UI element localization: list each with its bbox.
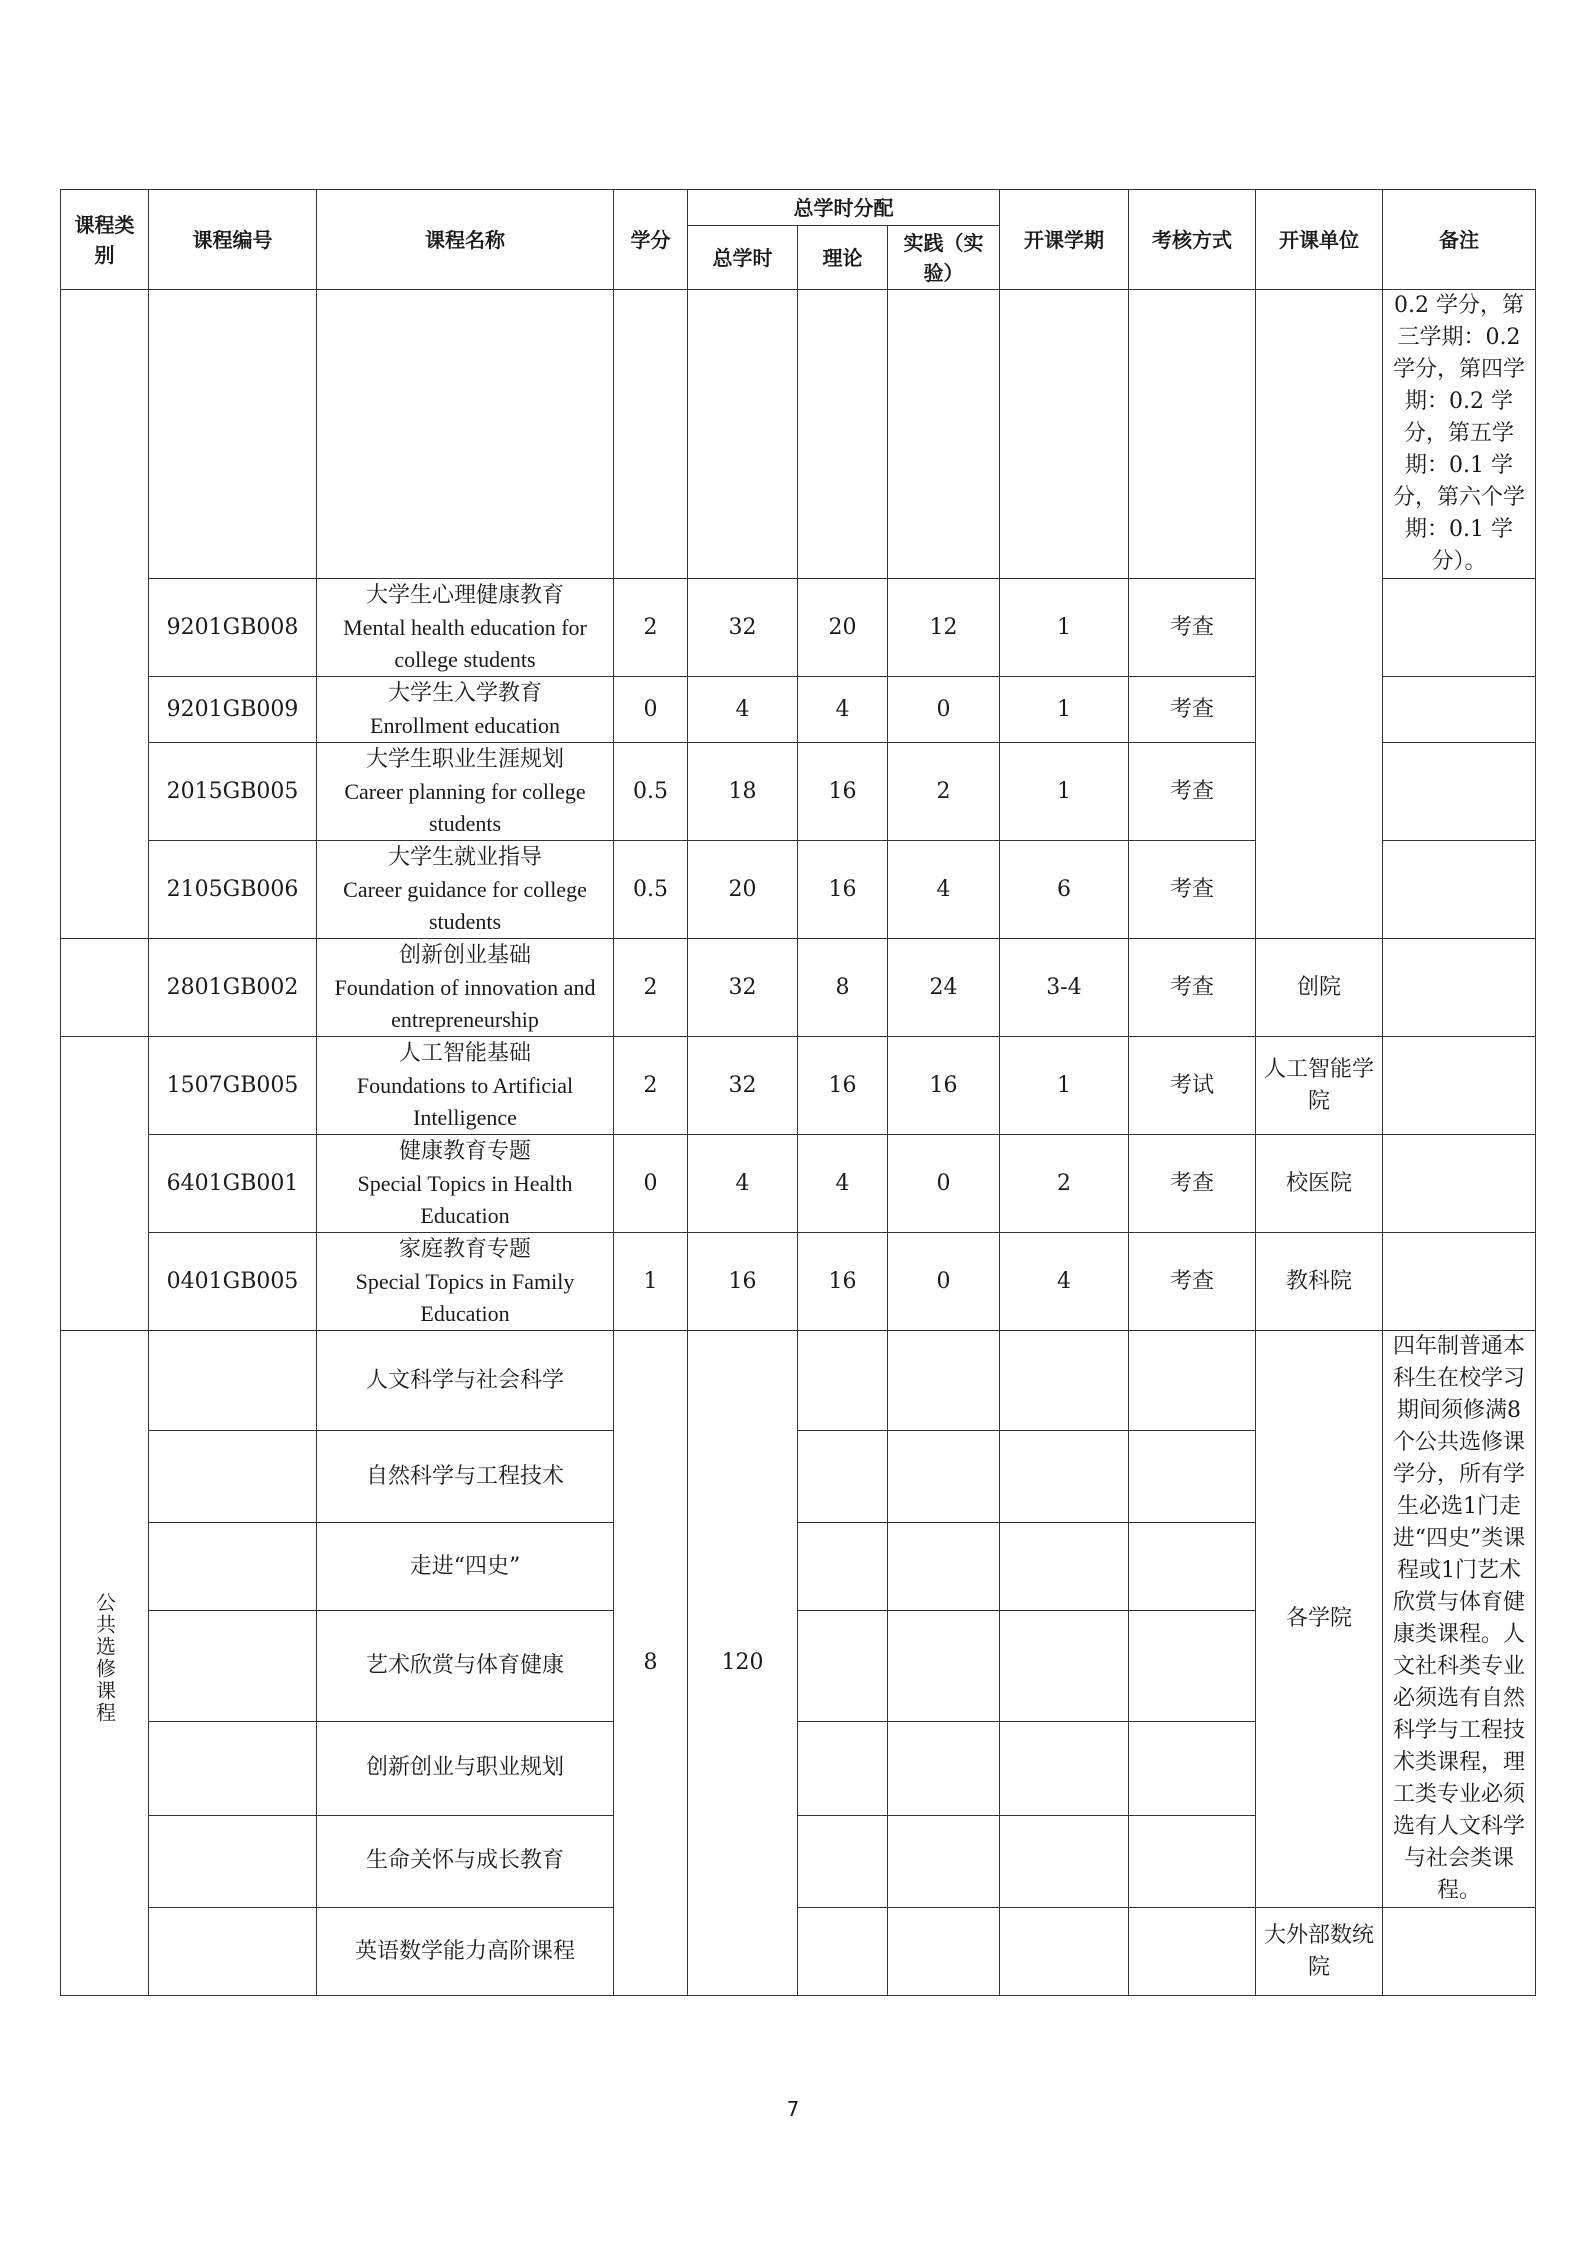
assessment: 考试 — [1129, 1037, 1256, 1135]
empty-cell — [1129, 290, 1256, 579]
header-assessment: 考核方式 — [1129, 190, 1256, 290]
course-name-cn: 人工智能基础 — [398, 1040, 531, 1066]
assessment: 考查 — [1129, 1135, 1256, 1233]
header-credit: 学分 — [614, 190, 688, 290]
empty-cell — [149, 1523, 317, 1611]
course-name-cn: 健康教育专题 — [398, 1138, 531, 1164]
total-hours: 4 — [688, 677, 798, 743]
empty-cell — [888, 1908, 1000, 1996]
course-code: 6401GB001 — [149, 1135, 317, 1233]
practice-hours: 4 — [888, 841, 1000, 939]
practice-hours: 24 — [888, 939, 1000, 1037]
assessment: 考查 — [1129, 841, 1256, 939]
table-row — [61, 1233, 1536, 1331]
semester: 1 — [1000, 743, 1129, 841]
empty-cell — [798, 290, 888, 579]
semester: 1 — [1000, 677, 1129, 743]
total-hours: 16 — [688, 1233, 798, 1331]
course-name-en: Mental health education for college students — [343, 614, 587, 672]
empty-cell — [1000, 1815, 1129, 1907]
empty-cell — [1129, 1721, 1256, 1815]
remark-cell — [1383, 677, 1536, 743]
empty-cell — [1129, 1431, 1256, 1523]
empty-cell — [1000, 1523, 1129, 1611]
empty-cell — [149, 1431, 317, 1523]
empty-cell — [888, 1815, 1000, 1907]
empty-cell — [1000, 1908, 1129, 1996]
department: 教科院 — [1256, 1233, 1383, 1331]
empty-cell — [149, 1611, 317, 1721]
course-plan-table — [60, 189, 1536, 1996]
course-name-en: Foundation of innovation and entrepreneurship — [334, 974, 596, 1032]
course-name — [317, 1135, 614, 1233]
theory-hours: 4 — [798, 677, 888, 743]
empty-cell — [888, 1611, 1000, 1721]
department: 校医院 — [1256, 1135, 1383, 1233]
elective-row — [61, 1331, 1536, 1431]
empty-cell — [688, 290, 798, 579]
empty-cell — [888, 1331, 1000, 1431]
course-name — [317, 841, 614, 939]
empty-cell — [1129, 1611, 1256, 1721]
empty-cell — [1000, 1721, 1129, 1815]
credit: 1 — [614, 1233, 688, 1331]
credit: 0 — [614, 1135, 688, 1233]
remark-cell — [1383, 841, 1536, 939]
theory-hours: 16 — [798, 1233, 888, 1331]
semester: 1 — [1000, 579, 1129, 677]
empty-cell — [798, 1815, 888, 1907]
empty-cell — [798, 1611, 888, 1721]
credit: 0 — [614, 677, 688, 743]
theory-hours: 16 — [798, 841, 888, 939]
credit: 0.5 — [614, 841, 688, 939]
course-name-en: Special Topics in Health Education — [357, 1170, 573, 1228]
empty-cell — [149, 1331, 317, 1431]
empty-cell — [798, 1523, 888, 1611]
empty-cell — [1000, 1431, 1129, 1523]
semester: 3-4 — [1000, 939, 1129, 1037]
empty-cell — [614, 290, 688, 579]
elective-total-hours: 120 — [688, 1331, 798, 1996]
course-name — [317, 1233, 614, 1331]
empty-cell — [798, 1331, 888, 1431]
elective-category-label: 公共选修课程 — [92, 1592, 117, 1724]
practice-hours: 2 — [888, 743, 1000, 841]
course-code: 1507GB005 — [149, 1037, 317, 1135]
empty-cell — [1000, 290, 1129, 579]
elective-category — [61, 1331, 149, 1996]
remark-cell — [1383, 939, 1536, 1037]
course-code: 0401GB005 — [149, 1233, 317, 1331]
department-cell — [1256, 290, 1383, 939]
course-name-en: Career planning for college students — [344, 778, 586, 836]
credit: 2 — [614, 579, 688, 677]
assessment: 考查 — [1129, 939, 1256, 1037]
credit: 0.5 — [614, 743, 688, 841]
practice-hours: 0 — [888, 1135, 1000, 1233]
header-total-hours: 总学时 — [688, 226, 798, 290]
course-name-en: Career guidance for college students — [343, 876, 587, 934]
header-name: 课程名称 — [317, 190, 614, 290]
elective-module: 人文科学与社会科学 — [317, 1331, 614, 1431]
empty-cell — [888, 1523, 1000, 1611]
table-row — [61, 939, 1536, 1037]
empty-cell — [1129, 1331, 1256, 1431]
remark-cell — [1383, 1908, 1536, 1996]
empty-cell — [798, 1431, 888, 1523]
credit: 2 — [614, 939, 688, 1037]
course-name-cn: 大学生职业生涯规划 — [365, 746, 564, 772]
header-department: 开课单位 — [1256, 190, 1383, 290]
empty-cell — [798, 1908, 888, 1996]
empty-cell — [1129, 1523, 1256, 1611]
assessment: 考查 — [1129, 743, 1256, 841]
practice-hours: 0 — [888, 1233, 1000, 1331]
course-name — [317, 1037, 614, 1135]
course-name — [317, 677, 614, 743]
empty-cell — [888, 1431, 1000, 1523]
category-cell — [61, 939, 149, 1037]
empty-cell — [1129, 1908, 1256, 1996]
practice-hours: 0 — [888, 677, 1000, 743]
semester: 4 — [1000, 1233, 1129, 1331]
empty-cell — [888, 1721, 1000, 1815]
course-code: 2015GB005 — [149, 743, 317, 841]
practice-hours: 12 — [888, 579, 1000, 677]
empty-cell — [888, 290, 1000, 579]
course-name-cn: 大学生心理健康教育 — [365, 582, 564, 608]
course-code: 2801GB002 — [149, 939, 317, 1037]
elective-row — [61, 1908, 1536, 1996]
empty-cell — [798, 1721, 888, 1815]
remark-cell — [1383, 579, 1536, 677]
header-semester: 开课学期 — [1000, 190, 1129, 290]
course-name-cn: 家庭教育专题 — [398, 1236, 531, 1262]
course-name-en: Foundations to Artificial Intelligence — [356, 1072, 574, 1130]
theory-hours: 16 — [798, 743, 888, 841]
elective-module: 创新创业与职业规划 — [317, 1721, 614, 1815]
total-hours: 32 — [688, 1037, 798, 1135]
course-name — [317, 743, 614, 841]
elective-credit: 8 — [614, 1331, 688, 1996]
course-name-cn: 大学生就业指导 — [387, 844, 542, 870]
elective-module: 自然科学与工程技术 — [317, 1431, 614, 1523]
theory-hours: 8 — [798, 939, 888, 1037]
assessment: 考查 — [1129, 579, 1256, 677]
elective-remark: 四年制普通本科生在校学习期间须修满8个公共选修课学分，所有学生必选1门走进“四史”类课程或1门艺术欣赏与体育健康类课程。人文社科类专业必须选有自然科学与工程技术类课程，理工类专业必须选有人文科学与社会类课程。 — [1383, 1331, 1536, 1908]
semester: 2 — [1000, 1135, 1129, 1233]
course-name-cn: 大学生入学教育 — [387, 680, 542, 706]
elective-module: 走进“四史” — [317, 1523, 614, 1611]
theory-hours: 4 — [798, 1135, 888, 1233]
semester: 1 — [1000, 1037, 1129, 1135]
theory-hours: 20 — [798, 579, 888, 677]
elective-module: 生命关怀与成长教育 — [317, 1815, 614, 1907]
course-name-en: Special Topics in Family Education — [355, 1268, 575, 1326]
empty-cell — [1129, 1815, 1256, 1907]
category-cell — [61, 290, 149, 939]
header-remark: 备注 — [1383, 190, 1536, 290]
practice-hours: 16 — [888, 1037, 1000, 1135]
total-hours: 32 — [688, 939, 798, 1037]
elective-module: 英语数学能力高阶课程 — [317, 1908, 614, 1996]
remark-cell — [1383, 743, 1536, 841]
elective-department: 各学院 — [1256, 1331, 1383, 1908]
semester: 6 — [1000, 841, 1129, 939]
empty-cell — [149, 1908, 317, 1996]
course-name — [317, 939, 614, 1037]
total-hours: 20 — [688, 841, 798, 939]
header-hours-group: 总学时分配 — [688, 190, 1000, 226]
table-row — [61, 1037, 1536, 1135]
department: 创院 — [1256, 939, 1383, 1037]
total-hours: 18 — [688, 743, 798, 841]
total-hours: 4 — [688, 1135, 798, 1233]
empty-cell — [149, 1721, 317, 1815]
assessment: 考查 — [1129, 1233, 1256, 1331]
assessment: 考查 — [1129, 677, 1256, 743]
remark-cell — [1383, 1135, 1536, 1233]
header-code: 课程编号 — [149, 190, 317, 290]
total-hours: 32 — [688, 579, 798, 677]
credit: 2 — [614, 1037, 688, 1135]
department: 人工智能学院 — [1256, 1037, 1383, 1135]
header-practice: 实践（实验） — [888, 226, 1000, 290]
course-name-cn: 创新创业基础 — [398, 942, 531, 968]
course-name — [317, 579, 614, 677]
category-cell — [61, 1037, 149, 1331]
empty-cell — [149, 1815, 317, 1907]
empty-cell — [1000, 1611, 1129, 1721]
remark-cell — [1383, 1037, 1536, 1135]
elective-last-department: 大外部数统院 — [1256, 1908, 1383, 1996]
course-code: 9201GB008 — [149, 579, 317, 677]
table-row — [61, 1135, 1536, 1233]
course-code: 2105GB006 — [149, 841, 317, 939]
header-category: 课程类别 — [61, 190, 149, 290]
header-theory: 理论 — [798, 226, 888, 290]
empty-cell — [1000, 1331, 1129, 1431]
theory-hours: 16 — [798, 1037, 888, 1135]
elective-module: 艺术欣赏与体育健康 — [317, 1611, 614, 1721]
course-code: 9201GB009 — [149, 677, 317, 743]
course-name-en: Enrollment education — [370, 712, 560, 738]
remark-cell — [1383, 1233, 1536, 1331]
remark-cell: 0.2 学分，第三学期：0.2 学分，第四学期：0.2 学分，第五学期：0.1 学分，第六个学期：0.1 学分）。 — [1383, 290, 1536, 579]
empty-cell — [317, 290, 614, 579]
empty-cell — [149, 290, 317, 579]
page-number: 7 — [786, 2097, 800, 2121]
